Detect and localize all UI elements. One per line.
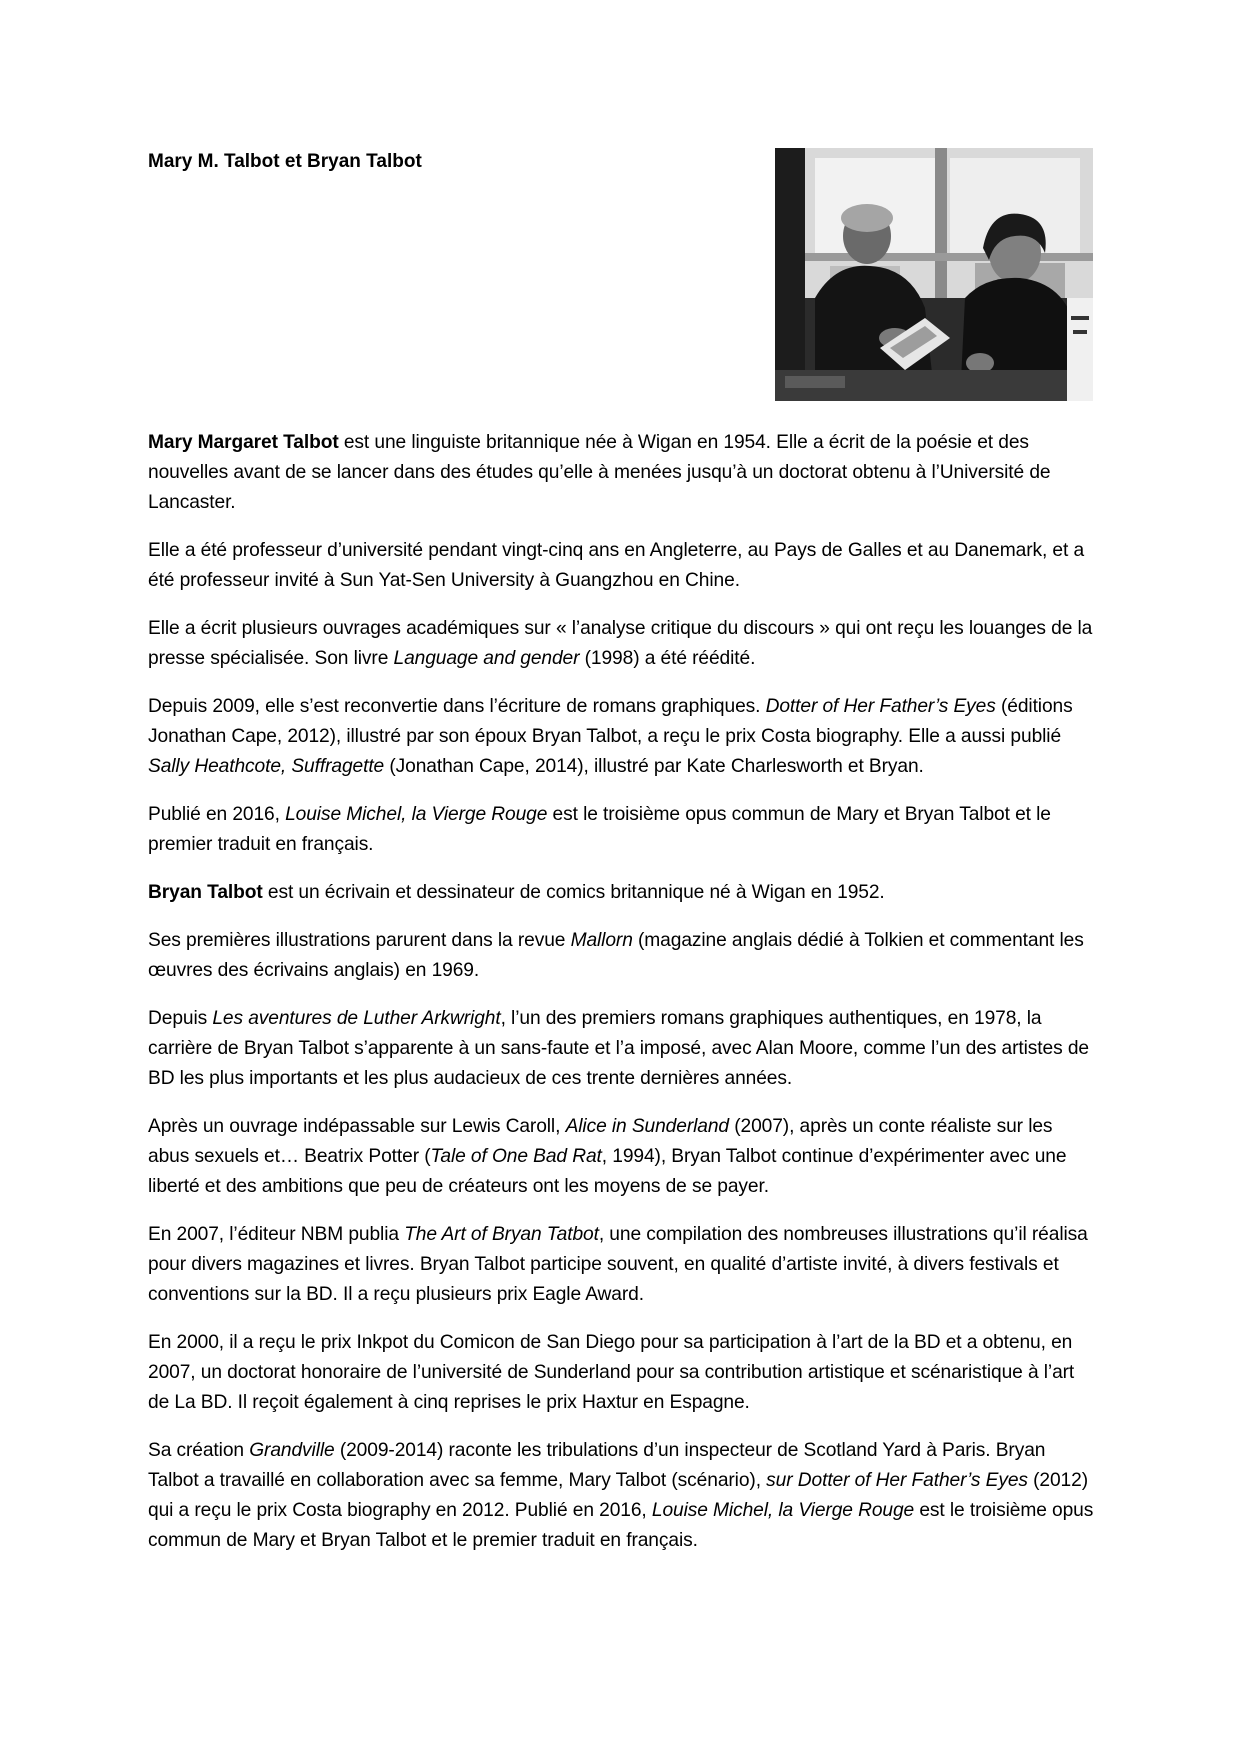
text-run: (Jonathan Cape, 2014), illustré par Kate Charlesworth et Bryan. <box>384 756 924 777</box>
text-run: , l’un des premiers romans graphiques authentiques, en 1978, la carrière de Bryan Talbot s’apparente à un sans-faute et l’a imposé, avec Alan Moore, comme l’un des artistes de BD les plus importants et les plus audacieux de ces trente dernières années. <box>148 1008 1089 1089</box>
text-run: Elle a été professeur d’université pendant vingt-cinq ans en Angleterre, au Pays de Galles et au Danemark, et a été professeur invité à Sun Yat-Sen University à Guangzhou en Chine. <box>148 540 1085 591</box>
italic-title: Les aventures de Luther Arkwright <box>212 1008 501 1029</box>
paragraph <box>148 926 1096 986</box>
paragraph <box>148 1220 1096 1310</box>
text-run: Depuis 2009, elle s’est reconvertie dans l’écriture de romans graphiques. <box>148 696 766 717</box>
text-run: (2009-2014) raconte les tribulations d’un inspecteur de Scotland Yard à Paris. Bryan Talbot a travaillé en collaboration avec sa femme, Mary Talbot (scénario), <box>148 1440 1046 1491</box>
italic-title: Sally Heathcote, Suffragette <box>148 756 385 777</box>
italic-title: Louise Michel, la Vierge Rouge <box>651 1500 915 1521</box>
text-run: En 2007, l’éditeur NBM publia <box>148 1224 405 1245</box>
paragraph <box>148 614 1096 674</box>
text-run: , une compilation des nombreuses illustrations qu’il réalisa pour divers magazines et livres. Bryan Talbot participe souvent, en qualité d’artiste invité, à divers festivals et conventions sur la BD. Il a reçu plusieurs prix Eagle Award. <box>148 1224 1088 1305</box>
italic-title: Tale of One Bad Rat <box>430 1146 602 1167</box>
italic-title: Louise Michel, la Vierge Rouge <box>285 804 548 825</box>
bold-name: Mary Margaret Talbot <box>148 432 339 453</box>
paragraph <box>148 428 1096 518</box>
text-run: , 1994), Bryan Talbot continue d’expérimenter avec une liberté et des ambitions que peu de créateurs ont les moyens de se payer. <box>148 1146 1067 1197</box>
italic-title: sur Dotter of Her Father’s Eyes <box>766 1470 1028 1491</box>
italic-title: Alice in Sunderland <box>565 1116 729 1137</box>
paragraph <box>148 1112 1096 1202</box>
text-run: est une linguiste britannique née à Wigan en 1954. Elle a écrit de la poésie et des nouvelles avant de se lancer dans des études qu’elle à menées jusqu’à un doctorat obtenu à l’Université de Lancaster. <box>148 432 1051 513</box>
text-run: est un écrivain et dessinateur de comics britannique né à Wigan en 1952. <box>262 882 885 903</box>
text-run: En 2000, il a reçu le prix Inkpot du Comicon de San Diego pour sa participation à l’art de la BD et a obtenu, en 2007, un doctorat honoraire de l’université de Sunderland pour sa contribution artistique et scénaristique à l’art de La BD. Il reçoit également à cinq reprises le prix Haxtur en Espagne. <box>148 1332 1075 1413</box>
text-run: est le troisième opus commun de Mary et Bryan Talbot et le premier traduit en français. <box>148 804 1051 855</box>
italic-title: Dotter of Her Father’s Eyes <box>765 696 996 717</box>
text-run: (magazine anglais dédié à Tolkien et commentant les œuvres des écrivains anglais) en 1969. <box>148 930 1084 981</box>
text-run: (2007), après un conte réaliste sur les abus sexuels et… Beatrix Potter ( <box>148 1116 1053 1167</box>
italic-title: Grandville <box>249 1440 335 1461</box>
text-run: Sa création <box>148 1440 250 1461</box>
text-run: (éditions Jonathan Cape, 2012), illustré par son époux Bryan Talbot, a reçu le prix Costa biography. Elle a aussi publié <box>148 696 1073 747</box>
italic-title: Mallorn <box>570 930 633 951</box>
text-run: Ses premières illustrations parurent dans la revue <box>148 930 571 951</box>
text-run: Publié en 2016, <box>148 804 286 825</box>
text-run: (2012) qui a reçu le prix Costa biography en 2012. Publié en 2016, <box>148 1470 1088 1521</box>
paragraph <box>148 692 1096 782</box>
paragraph <box>148 1436 1096 1556</box>
text-run: Elle a écrit plusieurs ouvrages académiques sur « l’analyse critique du discours » qui ont reçu les louanges de la presse spécialisée. Son livre <box>148 618 1093 669</box>
authors-photo <box>775 148 1093 401</box>
text-run: Depuis <box>148 1008 213 1029</box>
text-run: est le troisième opus commun de Mary et Bryan Talbot et le premier traduit en français. <box>148 1500 1094 1551</box>
paragraph <box>148 1004 1096 1094</box>
text-run: Après un ouvrage indépassable sur Lewis Caroll, <box>148 1116 566 1137</box>
bold-name: Bryan Talbot <box>148 882 263 903</box>
paragraph <box>148 1328 1096 1418</box>
page-title: Mary M. Talbot et Bryan Talbot <box>148 151 422 172</box>
paragraph <box>148 878 1096 908</box>
italic-title: Language and gender <box>393 648 580 669</box>
article-body <box>148 428 1096 1574</box>
italic-title: The Art of Bryan Tatbot <box>404 1224 599 1245</box>
paragraph <box>148 800 1096 860</box>
text-run: (1998) a été réédité. <box>579 648 756 669</box>
paragraph <box>148 536 1096 596</box>
